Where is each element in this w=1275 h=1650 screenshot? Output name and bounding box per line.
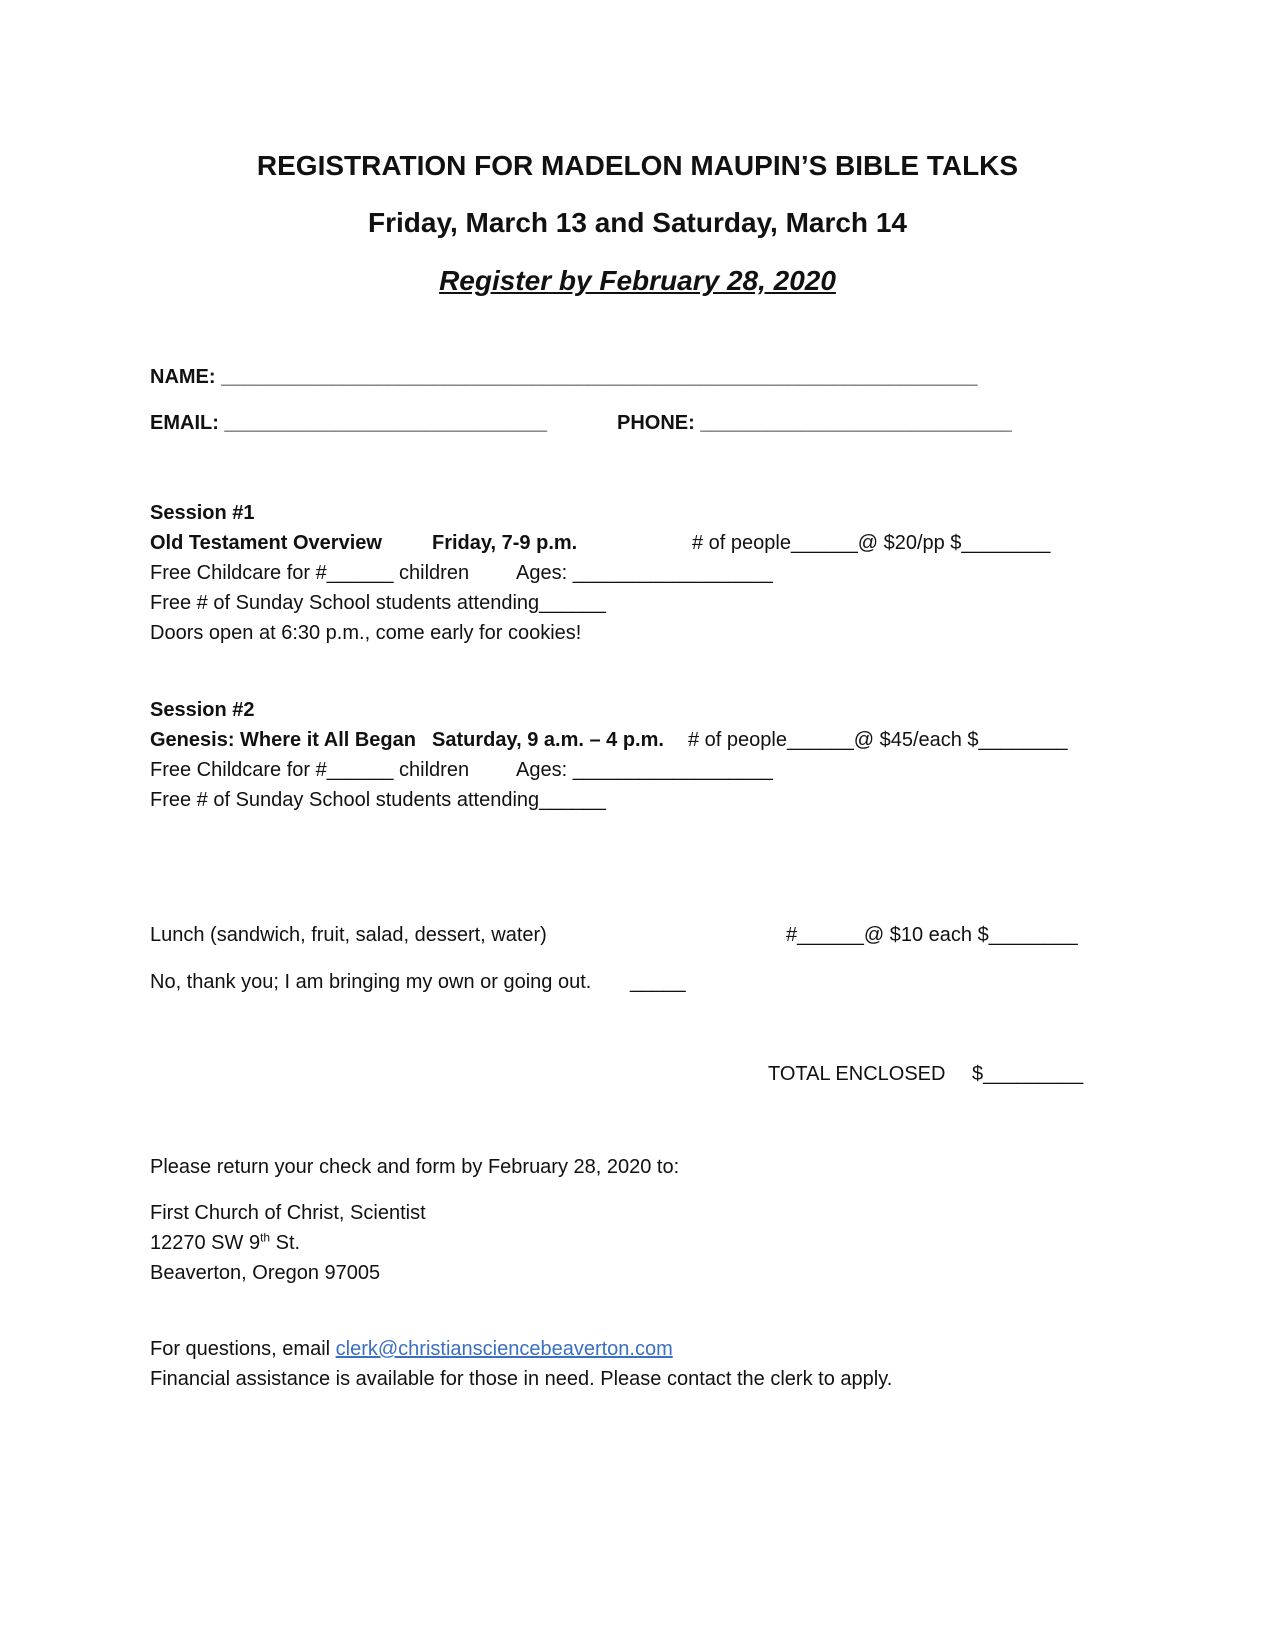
session2-heading: Session #2 xyxy=(150,699,255,721)
total-label: TOTAL ENCLOSED xyxy=(768,1063,946,1085)
lunch-decline-field[interactable]: _____ xyxy=(630,971,686,993)
form-title: REGISTRATION FOR MADELON MAUPIN’S BIBLE TALKS xyxy=(256,150,1019,181)
session1-ages-field[interactable]: Ages: __________________ xyxy=(516,562,773,584)
session1-people-field[interactable]: # of people______@ $20/pp $________ xyxy=(692,532,1051,554)
session2-childcare-field[interactable]: Free Childcare for #______ children xyxy=(150,759,470,781)
return-instruction: Please return your check and form by February 28, 2020 to: xyxy=(150,1156,680,1178)
return-street xyxy=(150,1232,300,1255)
questions-text: For questions, email xyxy=(150,1338,336,1360)
return-org: First Church of Christ, Scientist xyxy=(150,1202,426,1224)
session2-title: Genesis: Where it All Began xyxy=(150,729,416,751)
street-number: 12270 SW 9 xyxy=(150,1232,261,1254)
session1-childcare-field[interactable]: Free Childcare for #______ children xyxy=(150,562,470,584)
session1-time: Friday, 7-9 p.m. xyxy=(432,532,578,554)
total-amount-field[interactable]: $_________ xyxy=(972,1063,1084,1085)
return-city: Beaverton, Oregon 97005 xyxy=(150,1262,381,1284)
session1-heading: Session #1 xyxy=(150,502,255,524)
session1-sunday-school-field[interactable]: Free # of Sunday School students attending______ xyxy=(150,592,606,614)
street-suffix: th xyxy=(260,1230,271,1245)
event-dates: Friday, March 13 and Saturday, March 14 xyxy=(368,207,907,238)
session2-sunday-school-field[interactable]: Free # of Sunday School students attending______ xyxy=(150,789,606,811)
session2-people-field[interactable]: # of people______@ $45/each $________ xyxy=(688,729,1068,751)
register-deadline xyxy=(0,265,1275,297)
street-type: St. xyxy=(270,1232,301,1254)
questions-line xyxy=(150,1338,673,1361)
session2-ages-field[interactable]: Ages: __________________ xyxy=(516,759,773,781)
financial-assistance: Financial assistance is available for those in need. Please contact the clerk to apply. xyxy=(150,1368,893,1390)
lunch-label: Lunch (sandwich, fruit, salad, dessert, water) xyxy=(150,924,547,946)
register-deadline-text: Register by February 28, 2020 xyxy=(439,265,836,296)
session1-title: Old Testament Overview xyxy=(150,532,382,554)
lunch-count-field[interactable]: #______@ $10 each $________ xyxy=(786,924,1078,946)
session1-note: Doors open at 6:30 p.m., come early for cookies! xyxy=(150,622,582,644)
lunch-decline-label: No, thank you; I am bringing my own or going out. xyxy=(150,971,592,993)
name-field[interactable]: NAME: ____________________________________________________________________ xyxy=(150,366,978,388)
phone-field[interactable]: PHONE: ____________________________ xyxy=(617,412,1012,434)
clerk-email-link[interactable]: clerk@christiansciencebeaverton.com xyxy=(335,1338,673,1360)
session2-time: Saturday, 9 a.m. – 4 p.m. xyxy=(432,729,664,751)
email-field[interactable]: EMAIL: _____________________________ xyxy=(150,412,548,434)
